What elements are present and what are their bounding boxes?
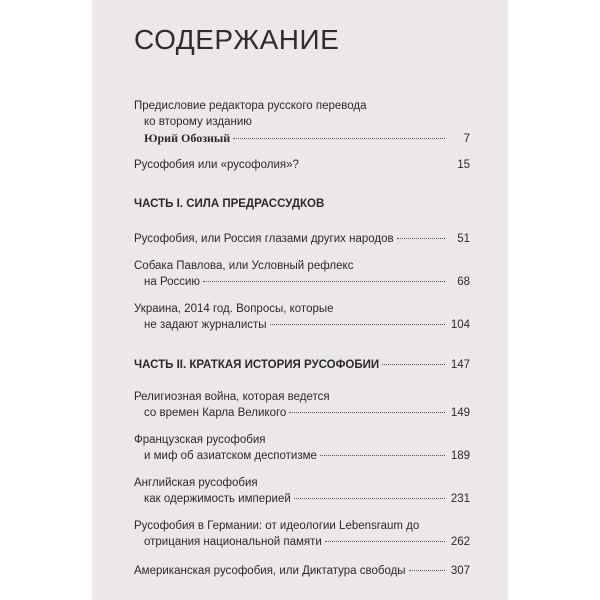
entry-author: Юрий Обозный bbox=[144, 131, 231, 145]
entry-line-1: Предисловие редактора русского перевода bbox=[134, 100, 367, 112]
leader-dots bbox=[382, 363, 445, 365]
part-heading-2 bbox=[134, 359, 470, 371]
toc-entry-preface bbox=[134, 98, 470, 147]
part-page: 147 bbox=[450, 359, 470, 371]
entry-page: 51 bbox=[457, 233, 470, 245]
leader-dots bbox=[409, 569, 445, 571]
leader-space bbox=[302, 164, 445, 165]
toc-entry bbox=[134, 301, 470, 333]
entry-page: 307 bbox=[450, 565, 470, 577]
entry-page: 189 bbox=[450, 450, 470, 462]
entry-author-row bbox=[134, 130, 470, 147]
toc-entry bbox=[134, 258, 470, 290]
entry-page: 262 bbox=[450, 536, 470, 548]
leader-dots bbox=[294, 497, 445, 499]
entry-page: 231 bbox=[450, 493, 470, 505]
leader-dots bbox=[325, 540, 445, 542]
leader-dots bbox=[397, 237, 445, 239]
toc-entry bbox=[134, 231, 470, 247]
entry-page: 149 bbox=[450, 407, 470, 419]
toc-entry bbox=[134, 475, 470, 507]
leader-dots bbox=[320, 454, 445, 456]
entry-page: 15 bbox=[457, 159, 470, 171]
entry-page: 104 bbox=[450, 319, 470, 331]
leader-dots bbox=[289, 411, 445, 413]
leader-dots bbox=[233, 137, 445, 139]
toc-entry bbox=[134, 563, 470, 579]
part-title: ЧАСТЬ II. КРАТКАЯ ИСТОРИЯ РУСОФОБИИ bbox=[134, 359, 380, 371]
page-title: СОДЕРЖАНИЕ bbox=[134, 24, 340, 55]
entry-line-1: Русофобия в Германии: от идеологии Lebensraum до bbox=[134, 520, 420, 532]
entry-line-2: и миф об азиатском деспотизме bbox=[144, 450, 317, 462]
entry-page: 68 bbox=[457, 276, 470, 288]
toc-entry-russofolia bbox=[134, 157, 470, 173]
entry-title: Американская русофобия, или Диктатура свободы bbox=[134, 565, 406, 577]
entry-line-2: отрицания национальной памяти bbox=[144, 536, 322, 548]
entry-line-1: Украина, 2014 год. Вопросы, которые bbox=[134, 303, 334, 315]
entry-page: 7 bbox=[463, 133, 470, 145]
entry-line-1: Английская русофобия bbox=[134, 477, 258, 489]
part-title: ЧАСТЬ I. СИЛА ПРЕДРАССУДКОВ bbox=[134, 198, 325, 210]
entry-line-2: со времен Карла Великого bbox=[144, 407, 287, 419]
toc-entry bbox=[134, 389, 470, 421]
entry-line-2: не задают журналисты bbox=[144, 319, 267, 331]
toc-entry bbox=[134, 432, 470, 464]
entry-title: Русофобия, или Россия глазами других народов bbox=[134, 233, 394, 245]
entry-title: Русофобия или «русофолия»? bbox=[134, 159, 299, 171]
entry-line-2: как одержимость империей bbox=[144, 493, 291, 505]
entry-line-1: Французская русофобия bbox=[134, 434, 266, 446]
entry-line-1: Собака Павлова, или Условный рефлекс bbox=[134, 260, 354, 272]
entry-line-2: на Россию bbox=[144, 276, 201, 288]
leader-dots bbox=[203, 280, 445, 282]
entry-line-2: ко второму изданию bbox=[144, 116, 252, 128]
leader-dots bbox=[270, 323, 445, 325]
toc-entry bbox=[134, 518, 470, 550]
entry-line-1: Религиозная война, которая ведется bbox=[134, 391, 330, 403]
part-heading-1 bbox=[134, 198, 470, 210]
book-page bbox=[92, 0, 508, 600]
